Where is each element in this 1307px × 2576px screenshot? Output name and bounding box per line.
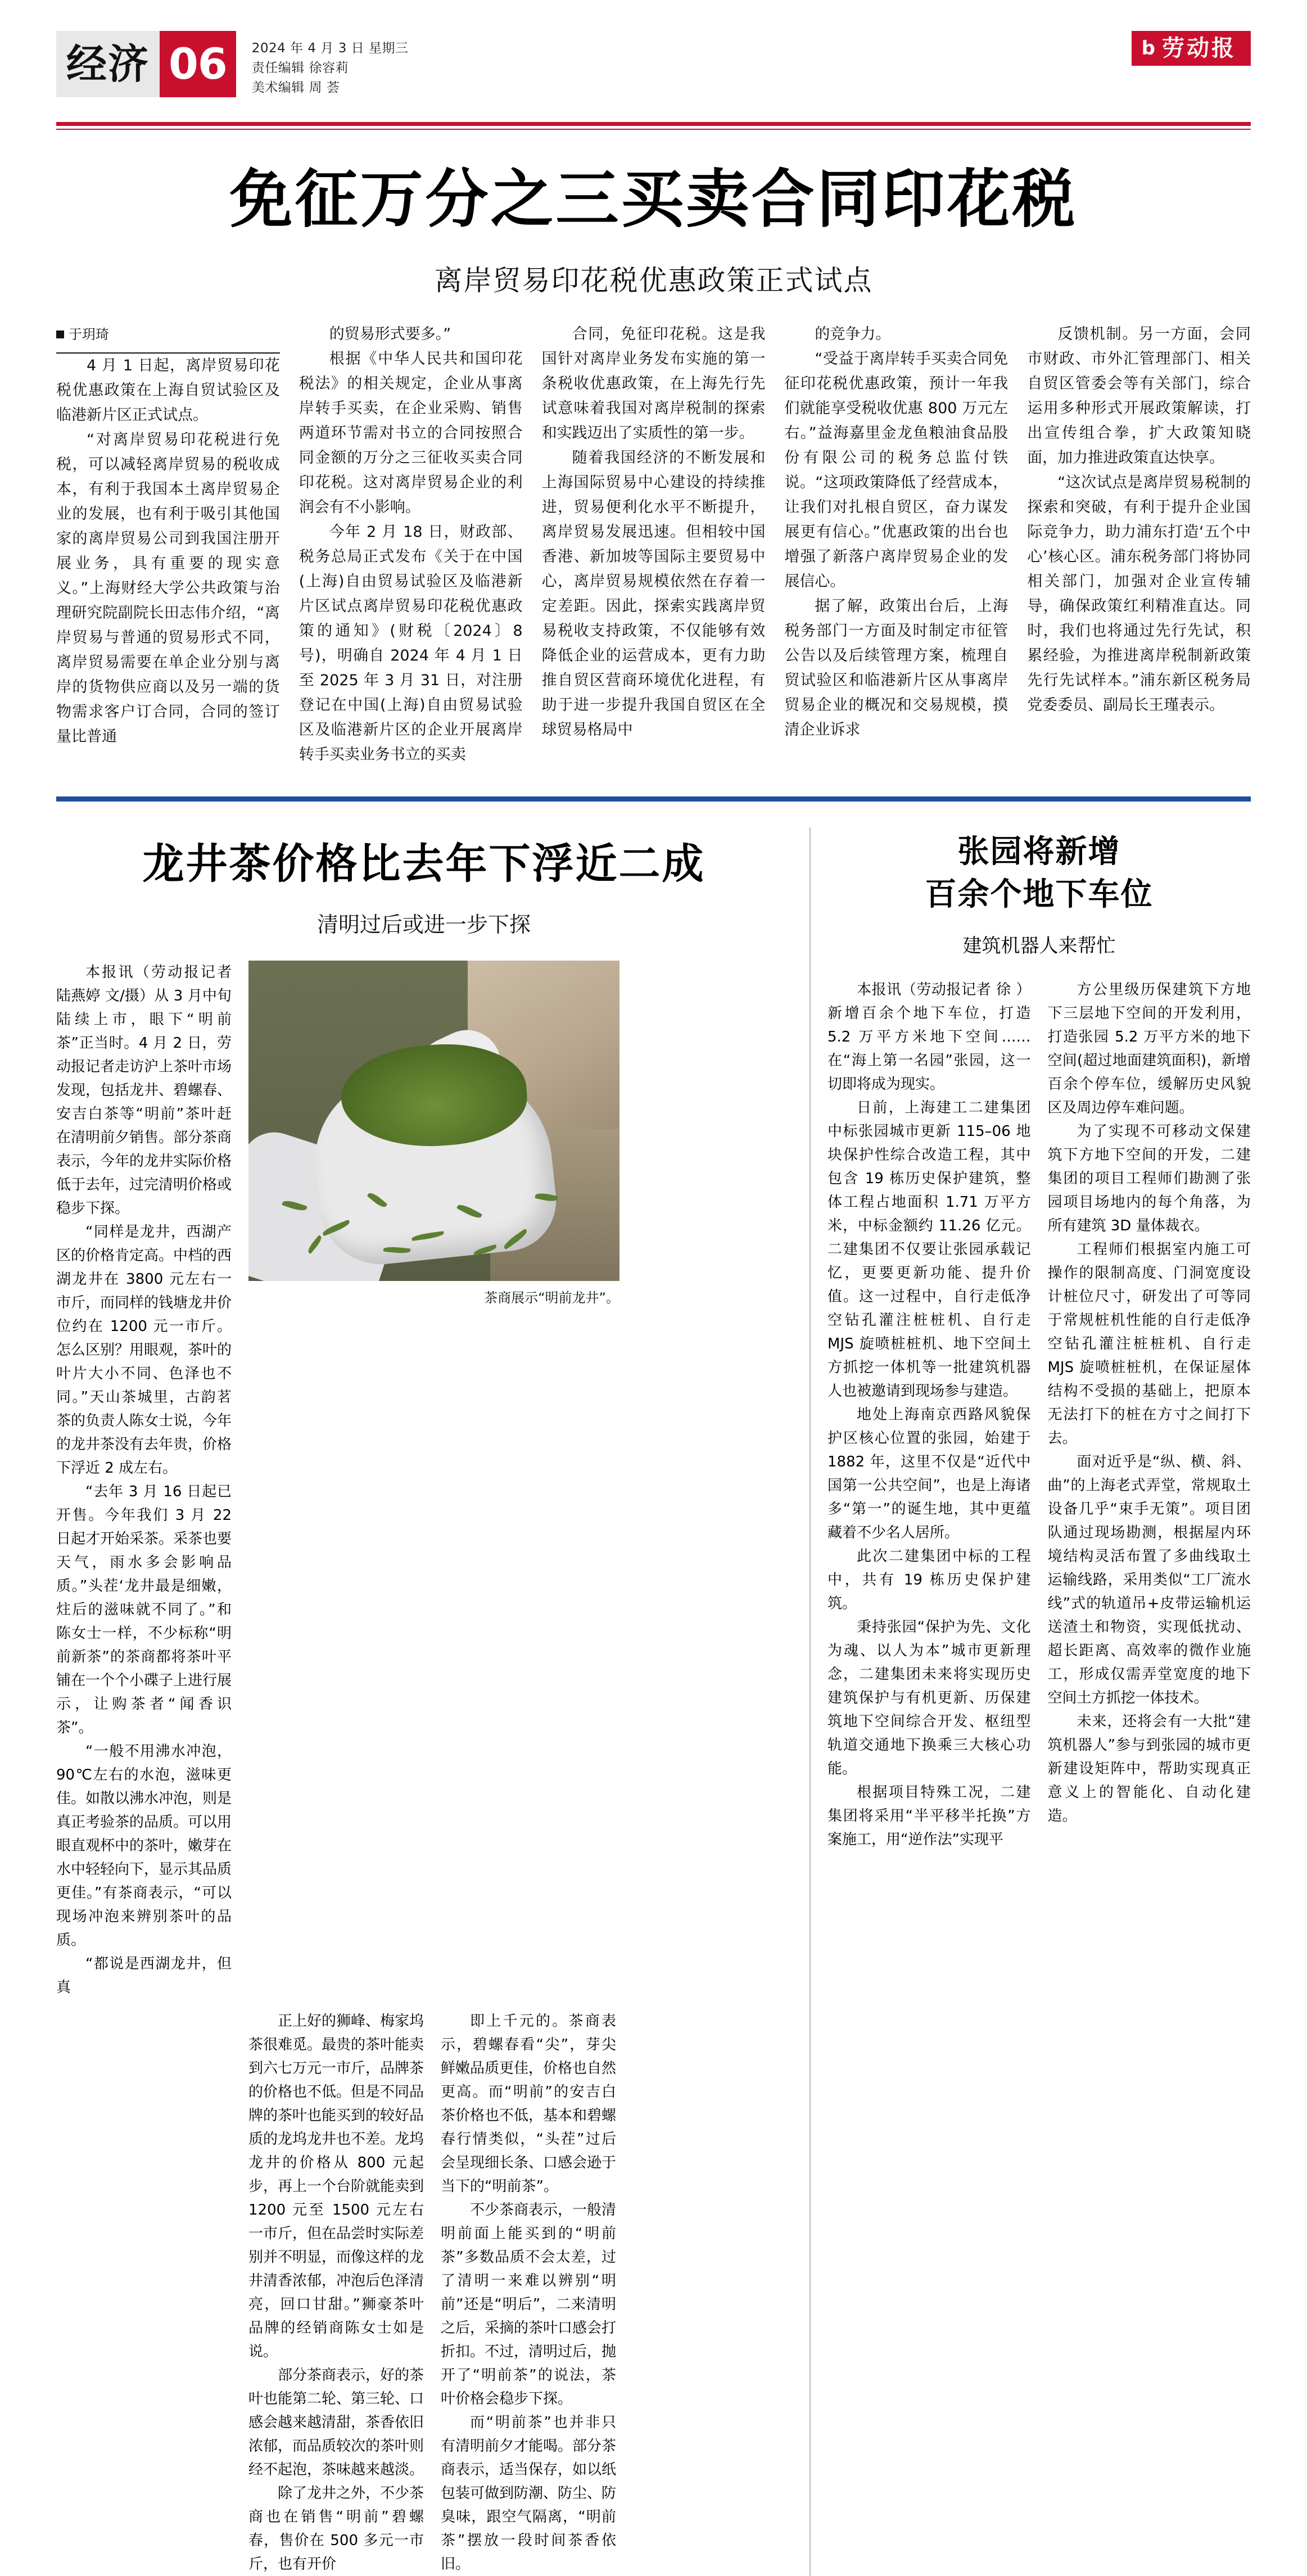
lead-paragraph: “这次试点是离岸贸易税制的探索和突破，有利于提升企业国际竞争力，助力浦东打造‘五个中心’核心区。浦东税务部门将协同相关部门，加强对企业宣传辅导，确保政策红利精准直达。同时，我们也将通过先行先试，积累经验，为推进离岸税制新政策先行先试样本。”浦东新区税务局党委委员、副局长王瑾表示。 (1027, 474, 1251, 714)
column-divider (809, 827, 811, 2576)
lead-paragraph: 的竞争力。 (815, 325, 891, 343)
publish-date: 2024 年 4 月 3 日 星期三 (251, 41, 409, 56)
section-name: 经济 (56, 31, 160, 97)
lead-byline-text: 于玥琦 (69, 327, 109, 343)
tea-paragraph: 而“明前茶”也并非只有清明前夕才能喝。部分茶商表示，适当保存，如以纸包装可做到防潮、防尘、防臭味，跟空气隔离，“明前茶”摆放一段时间茶香依旧。 (441, 2414, 617, 2573)
zhangyuan-paragraph: 面对近乎是“纵、横、斜、曲”的上海老式弄堂，常规取土设备几乎“束手无策”。项目团队通过现场勘测，根据屋内环境结构灵活布置了多曲线取土运输线路，采用类似“工厂流水线”式的轨道吊+皮带运输机运送渣土和物资，实现低扰动、超长距离、高效率的微作业施工，形成仅需弄堂宽度的地下空间土方抓挖一体技术。 (1047, 1454, 1251, 1707)
zhangyuan-paragraph: 未来，还将会有一大批“建筑机器人”参与到张园的城市更新建设矩阵中，帮助实现真正意义上的智能化、自动化建造。 (1047, 1713, 1251, 1825)
byline-square-icon (56, 331, 64, 338)
zhangyuan-columns (827, 978, 1251, 1851)
tea-paragraph: 本报讯（劳动报记者 陆燕婷 文/摄）从 3 月中旬陆续上市，眼下“明前茶”正当时。4 月 2 日，劳动报记者走访沪上茶叶市场发现，包括龙井、碧螺春、安吉白茶等“明前”茶叶赶在清明前夕销售。部分茶商表示，今年的龙井实际价格低于去年，过完清明价格或稳步下探。 (56, 964, 232, 1217)
lead-paragraph: 据了解，政策出台后，上海税务部门一方面及时制定市征管公告以及后续管理方案，梳理自贸试验区和临港新片区从事离岸贸易企业的概况和交易规模，摸清企业诉求 (784, 597, 1008, 739)
zhangyuan-paragraph: 工程师们根据室内施工可操作的限制高度、门洞宽度设计桩位尺寸，研发出了可等同于常规桩机性能的自行走低净空钻孔灌注桩桩机、自行走 MJS 旋喷桩桩机，在保证屋体结构不受损的基础上，把原本无法打下的桩在方寸之间打下去。 (1047, 1241, 1251, 1447)
page-number: 06 (160, 31, 236, 97)
lead-column-2 (299, 322, 523, 767)
lead-column-1 (56, 322, 280, 767)
section-divider (56, 796, 1251, 802)
newspaper-logo (1132, 31, 1251, 66)
tea-column-3 (441, 2009, 616, 2576)
zhangyuan-subheadline: 建筑机器人来帮忙 (962, 935, 1116, 958)
tea-paragraph: 部分茶商表示，好的茶叶也能第二轮、第三轮、口感会越来越清甜，茶香依旧浓郁，而品质较次的茶叶则经不起泡，茶味越来越淡。 (248, 2367, 424, 2479)
tea-column-1 (56, 961, 232, 1999)
lead-paragraph: “受益于离岸转手买卖合同免征印花税优惠政策，预计一年我们就能享受税收优惠 800 万元左右。”益海嘉里金龙鱼粮油食品股份有限公司的税务总监付铁说。“这项政策降低了经营成本，让我们对扎根自贸区，奋力谋发展更有信心。”优惠政策的出台也增强了新落户离岸贸易企业的发展信心。 (784, 350, 1008, 591)
lead-paragraph: 的贸易形式要多。” (329, 325, 451, 343)
lead-column-4 (784, 322, 1008, 767)
tea-paragraph: “都说是西湖龙井，但真 (56, 1955, 232, 1996)
zhangyuan-paragraph: 日前，上海建工二建集团中标张园城市更新 115–06 地块保护性综合改造工程，其中包含 19 栋历史保护建筑，整体工程占地面积 1.71 万平方米，中标金额约 11.26 亿元。二建集团不仅要让张园承载记忆，更要更新功能、提升价值。这一过程中，自行走低净空钻孔灌注桩桩机、自行走 MJS 旋喷桩桩机、地下空间土方抓挖一体机等一批建筑机器人也被邀请到现场参与建造。 (827, 1099, 1031, 1400)
zhangyuan-column-1 (827, 978, 1031, 1851)
tea-paragraph: “去年 3 月 16 日起已开售。今年我们 3 月 22 日起才开始采茶。采茶也要天气，雨水多会影响品质。”头茬‘龙井最是细嫩，炷后的滋味就不同了。”和陈女士一样，不少标称“明前新茶”的茶商都将茶叶平铺在一个个小碟子上进行展示，让购茶者“闻香识茶”。 (56, 1483, 232, 1737)
zhangyuan-paragraph: 方公里级历保建筑下方地下三层地下空间的开发利用，打造张园 5.2 万平方米的地下空间(超过地面建筑面积)，新增百余个停车位，缓解历史风貌区及周边停车难问题。 (1047, 981, 1251, 1117)
lead-paragraph: 反馈机制。另一方面，会同市财政、市外汇管理部门、相关自贸区管委会等有关部门，综合运用多种形式开展政策解读，打出宣传组合拳，扩大政策知晓面，加力推进政策直达快享。 (1027, 325, 1251, 467)
tea-subheadline: 清明过后或进一步下探 (316, 912, 531, 938)
masthead-rule-thick (56, 122, 1251, 126)
zhangyuan-headline (827, 831, 1251, 916)
masthead-rule-thin (56, 129, 1251, 130)
tea-photo (248, 961, 619, 1281)
section-badge (56, 31, 236, 97)
tea-paragraph: “同样是龙井，西湖产区的价格肯定高。中档的西湖龙井在 3800 元左右一市斤，而同样的钱塘龙井价位约在 1200 元一市斤。怎么区别？用眼观，茶叶的叶片大小不同、色泽也不同。”天山茶城里，古韵茗茶的负责人陈女士说，今年的龙井茶没有去年贵，价格下浮近 2 成左右。 (56, 1224, 232, 1477)
zhangyuan-paragraph: 根据项目特殊工况，二建集团将采用“半平移半托换”方案施工，用“逆作法”实现平 (827, 1784, 1031, 1849)
lead-column-3 (542, 322, 766, 767)
tea-paragraph: 除了龙井之外，不少茶商也在销售“明前”碧螺春，售价在 500 多元一市斤，也有开价 (248, 2485, 424, 2573)
masthead (56, 0, 1251, 121)
logo-text: 劳动报 (1162, 35, 1236, 61)
zhangyuan-paragraph: 此次二建集团中标的工程中，共有 19 栋历史保护建筑。 (827, 1548, 1031, 1613)
tea-photo-block (248, 961, 619, 1999)
lead-column-5 (1027, 322, 1251, 767)
zhangyuan-paragraph: 本报讯（劳动报记者 徐 ）新增百余个地下车位，打造 5.2 万平方米地下空间……在“海上第一名园”张园，这一切即将成为现实。 (827, 981, 1031, 1093)
logo-mark-icon: b (1141, 37, 1155, 60)
lead-paragraph: 合同，免征印花税。这是我国针对离岸业务发布实施的第一条税收优惠政策，在上海先行先试意味着我国对离岸税制的探索和实践迈出了实质性的第一步。 (541, 325, 766, 442)
lead-article-columns (56, 322, 1251, 767)
art-editor: 美术编辑 周 荟 (251, 80, 340, 95)
lead-byline (56, 322, 280, 347)
lead-paragraph: 随着我国经济的不断发展和上海国际贸易中心建设的持续推进，贸易便利化水平不断提升，离岸贸易发展迅速。但相较中国香港、新加坡等国际主要贸易中心，离岸贸易规模依然在存着一定差距。因此，探索实践离岸贸易税收支持政策，不仅能够有效降低企业的运营成本，更有力助推自贸区营商环境优化进程，有助于进一步提升我国自贸区在全球贸易格局中 (541, 449, 766, 739)
zhangyuan-article (827, 802, 1251, 2576)
lead-paragraph: “对离岸贸易印花税进行免税，可以减轻离岸贸易的税收成本，有利于我国本土离岸贸易企业的发展，也有利于吸引其他国家的离岸贸易公司到我国注册开展业务，具有重要的现实意义。”上海财经大学公共政策与治理研究院副院长田志伟介绍，“离岸贸易与普通的贸易形式不同，离岸贸易需要在单企业分别与离岸的货物供应商以及另一端的货物需求客户订合同，合同的签订量比普通 (56, 431, 280, 746)
zhangyuan-headline-line-2: 百余个地下车位 (925, 876, 1154, 913)
zhangyuan-column-2 (1048, 978, 1251, 1851)
tea-photo-caption: 茶商展示“明前龙井”。 (484, 1290, 619, 1306)
tea-paragraph: 不少茶商表示，一般清明前面上能买到的“明前茶”多数品质不会太差，过了清明一来难以辨别“明前”还是“明后”，二来清明之后，采摘的茶叶口感会打折扣。不过，清明过后，抛开了“明前茶”的说法，茶叶价格会稳步下探。 (441, 2202, 617, 2408)
zhangyuan-paragraph: 地处上海南京西路风貌保护区核心位置的张园，始建于 1882 年，这里不仅是“近代中国第一公共空间”，也是上海诸多“第一”的诞生地，其中更蕴藏着不少名人居所。 (827, 1406, 1031, 1542)
zhangyuan-paragraph: 为了实现不可移动文保建筑下方地下空间的开发，二建集团的项目工程师们勘测了张园项目场地内的每个角落，为所有建筑 3D 量体裁衣。 (1047, 1123, 1251, 1235)
tea-column-2 (248, 2009, 424, 2576)
zhangyuan-paragraph: 秉持张园“保护为先、文化为魂、以人为本”城市更新理念，二建集团未来将实现历史建筑保护与有机更新、历保建筑地下空间综合开发、枢纽型轨道交通地下换乘三大核心功能。 (827, 1619, 1031, 1778)
tea-article (56, 802, 809, 2576)
lead-subheadline: 离岸贸易印花税优惠政策正式试点 (434, 264, 873, 297)
tea-headline: 龙井茶价格比去年下浮近二成 (142, 840, 705, 889)
lead-paragraph: 根据《中华人民共和国印花税法》的相关规定，企业从事离岸转手买卖，在企业采购、销售两道环节需对书立的合同按照合同金额的万分之三征收买卖合同印花税。这对离岸贸易企业的利润会有不小影响。 (299, 350, 523, 517)
tea-paragraph: 正上好的狮峰、梅家坞茶很难觅。最贵的茶叶能卖到六七万元一市斤，品牌茶的价格也不低。但是不同品牌的茶叶也能买到的较好品质的龙坞龙井也不差。龙坞龙井的价格从 800 元起步，再上一个台阶就能卖到 1200 元至 1500 元左右一市斤，但在品尝时实际差别并不明显，而像这样的龙井清香浓郁，冲泡后色泽清亮，回口甘甜。”狮豪茶叶品牌的经销商陈女士如是说。 (248, 2013, 424, 2361)
zhangyuan-headline-line-1: 张园将新增 (957, 834, 1121, 871)
tea-body-top (56, 961, 792, 1999)
masthead-logo-area (1132, 31, 1251, 66)
lead-headline: 免征万分之三买卖合同印花税 (229, 163, 1078, 236)
tea-paragraph: “一般不用沸水冲泡，90℃左右的水泡，滋味更佳。如散以沸水冲泡，则是真正考验茶的品质。可以用眼直观杯中的茶叶，嫩芽在水中轻轻向下，显示其品质更佳。”有茶商表示，“可以现场冲泡来辨别茶叶的品质。 (56, 1743, 232, 1949)
lower-section (56, 802, 1251, 2576)
lead-paragraph: 4 月 1 日起，离岸贸易印花税优惠政策在上海自贸试验区及临港新片区正式试点。 (56, 357, 280, 424)
responsible-editor: 责任编辑 徐容莉 (251, 61, 349, 75)
masthead-meta (252, 31, 409, 98)
tea-body-bottom (56, 2009, 792, 2576)
lead-paragraph: 今年 2 月 18 日，财政部、税务总局正式发布《关于在中国(上海)自由贸易试验区及临港新片区试点离岸贸易印花税优惠政策的通知》(财税〔2024〕8 号)，明确自 2024 年 4 月 1 日至 2025 年 3 月 31 日，对注册登记在中国(上海)自由贸易试验区及临港新片区的企业开展离岸转手买卖业务书立的买卖 (299, 523, 523, 764)
tea-paragraph: 即上千元的。茶商表示，碧螺春看“尖”，芽尖鲜嫩品质更佳，价格也自然更高。而“明前”的安吉白茶价格也不低，基本和碧螺春行情类似，“头茬”过后会呈现细长条、口感会逊于当下的“明前茶”。 (441, 2013, 617, 2195)
photo-scattered-leaves (271, 1180, 586, 1264)
